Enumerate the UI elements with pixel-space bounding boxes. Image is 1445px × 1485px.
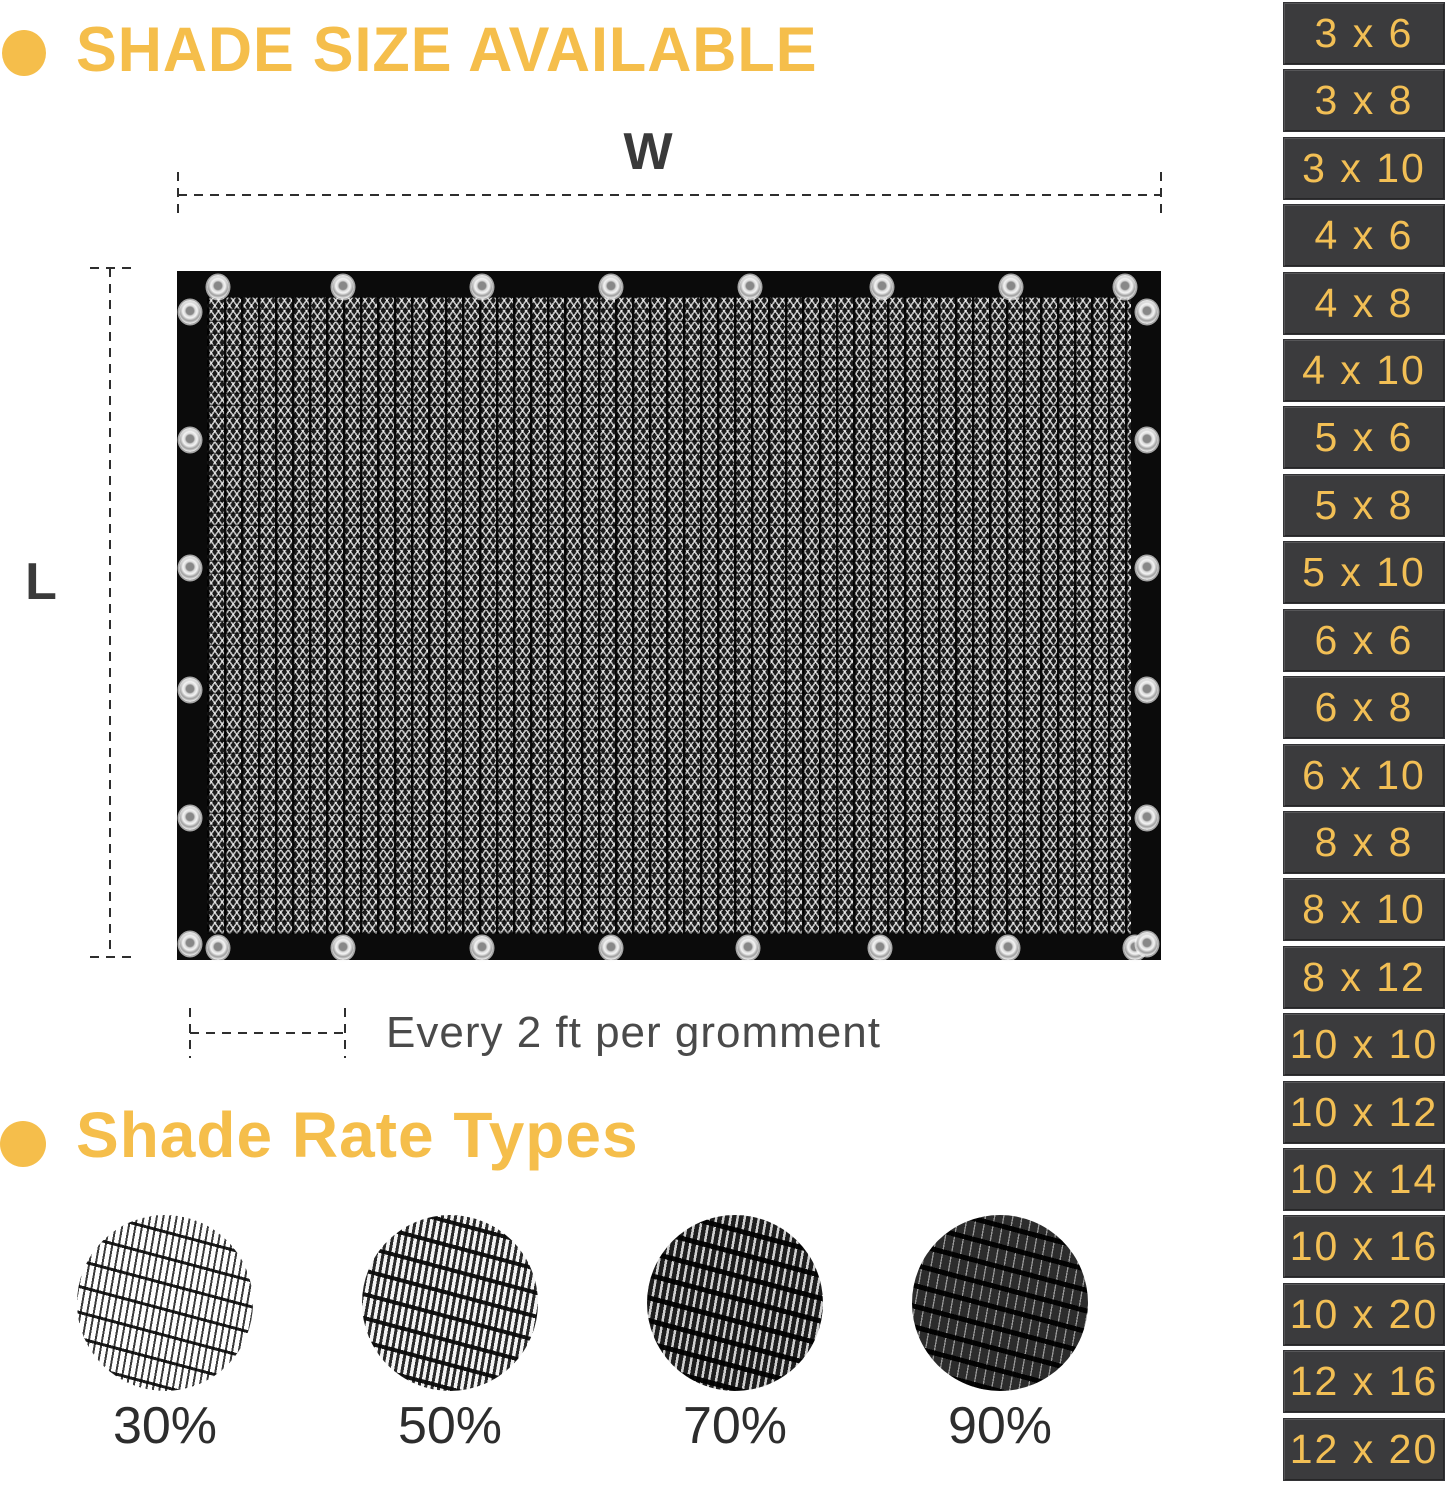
grommet-icon bbox=[179, 806, 201, 830]
length-dimension-line bbox=[109, 268, 111, 958]
grommet-icon bbox=[1136, 678, 1158, 702]
grommet-icon bbox=[1136, 932, 1158, 956]
size-option: 4 x 6 bbox=[1283, 204, 1445, 267]
shade-net-mesh-texture bbox=[207, 297, 1131, 934]
grommet-icon bbox=[207, 936, 229, 960]
grommet-icon bbox=[179, 300, 201, 324]
size-option: 5 x 10 bbox=[1283, 541, 1445, 604]
size-option: 12 x 20 bbox=[1283, 1418, 1445, 1481]
size-option: 6 x 6 bbox=[1283, 609, 1445, 672]
size-option: 5 x 6 bbox=[1283, 406, 1445, 469]
size-option: 3 x 8 bbox=[1283, 69, 1445, 132]
size-option: 4 x 10 bbox=[1283, 339, 1445, 402]
shade-rate-label: 50% bbox=[397, 1397, 503, 1455]
shade-rate-label: 30% bbox=[112, 1397, 218, 1455]
bullet-icon bbox=[2, 30, 46, 76]
grommet-icon bbox=[1114, 275, 1136, 299]
shade-rate-sample-90 bbox=[912, 1215, 1088, 1391]
shade-rate-sample-30 bbox=[77, 1215, 253, 1391]
length-dimension-tick-bottom bbox=[90, 956, 134, 958]
grommet-spacing-tick-right bbox=[344, 1008, 346, 1058]
grommet-icon bbox=[332, 936, 354, 960]
length-dimension-tick-top bbox=[90, 267, 134, 269]
size-option: 10 x 12 bbox=[1283, 1081, 1445, 1144]
grommet-icon bbox=[179, 932, 201, 956]
grommet-icon bbox=[471, 936, 493, 960]
width-dimension-tick-left bbox=[177, 172, 179, 220]
grommet-spacing-tick-left bbox=[189, 1008, 191, 1058]
size-option: 10 x 10 bbox=[1283, 1013, 1445, 1076]
grommet-icon bbox=[739, 275, 761, 299]
size-option: 5 x 8 bbox=[1283, 474, 1445, 537]
grommet-icon bbox=[332, 275, 354, 299]
grommet-icon bbox=[997, 936, 1019, 960]
grommet-icon bbox=[179, 556, 201, 580]
shade-rate-sample-50 bbox=[362, 1215, 538, 1391]
size-option: 3 x 10 bbox=[1283, 137, 1445, 200]
shade-rate-label: 70% bbox=[682, 1397, 788, 1455]
size-option: 3 x 6 bbox=[1283, 2, 1445, 65]
rate-section-title: Shade Rate Types bbox=[76, 1099, 639, 1171]
grommet-icon bbox=[737, 936, 759, 960]
width-dimension-line bbox=[178, 194, 1162, 196]
size-option: 4 x 8 bbox=[1283, 272, 1445, 335]
grommet-icon bbox=[869, 936, 891, 960]
size-option: 6 x 8 bbox=[1283, 676, 1445, 739]
grommet-icon bbox=[1000, 275, 1022, 299]
size-option: 8 x 12 bbox=[1283, 946, 1445, 1009]
grommet-icon bbox=[179, 428, 201, 452]
width-dimension-tick-right bbox=[1160, 172, 1162, 220]
length-dimension-label: L bbox=[25, 553, 57, 611]
size-option: 10 x 16 bbox=[1283, 1215, 1445, 1278]
size-section-title: SHADE SIZE AVAILABLE bbox=[76, 15, 818, 85]
grommet-icon bbox=[1136, 428, 1158, 452]
grommet-spacing-line bbox=[190, 1032, 345, 1034]
bullet-icon bbox=[0, 1121, 46, 1167]
grommet-icon bbox=[207, 275, 229, 299]
shade-net-diagram bbox=[177, 271, 1161, 960]
size-option: 8 x 10 bbox=[1283, 878, 1445, 941]
grommet-icon bbox=[600, 275, 622, 299]
shade-rate-label: 90% bbox=[947, 1397, 1053, 1455]
size-option: 6 x 10 bbox=[1283, 744, 1445, 807]
grommet-icon bbox=[471, 275, 493, 299]
grommet-icon bbox=[871, 275, 893, 299]
grommet-icon bbox=[1136, 556, 1158, 580]
grommet-spacing-note: Every 2 ft per gromment bbox=[386, 1008, 881, 1057]
size-option: 10 x 14 bbox=[1283, 1148, 1445, 1211]
size-option: 12 x 16 bbox=[1283, 1350, 1445, 1413]
shade-rate-sample-70 bbox=[647, 1215, 823, 1391]
size-option: 10 x 20 bbox=[1283, 1283, 1445, 1346]
grommet-icon bbox=[600, 936, 622, 960]
grommet-icon bbox=[1136, 300, 1158, 324]
grommet-icon bbox=[179, 678, 201, 702]
width-dimension-label: W bbox=[623, 123, 673, 181]
grommet-icon bbox=[1136, 806, 1158, 830]
size-option: 8 x 8 bbox=[1283, 811, 1445, 874]
